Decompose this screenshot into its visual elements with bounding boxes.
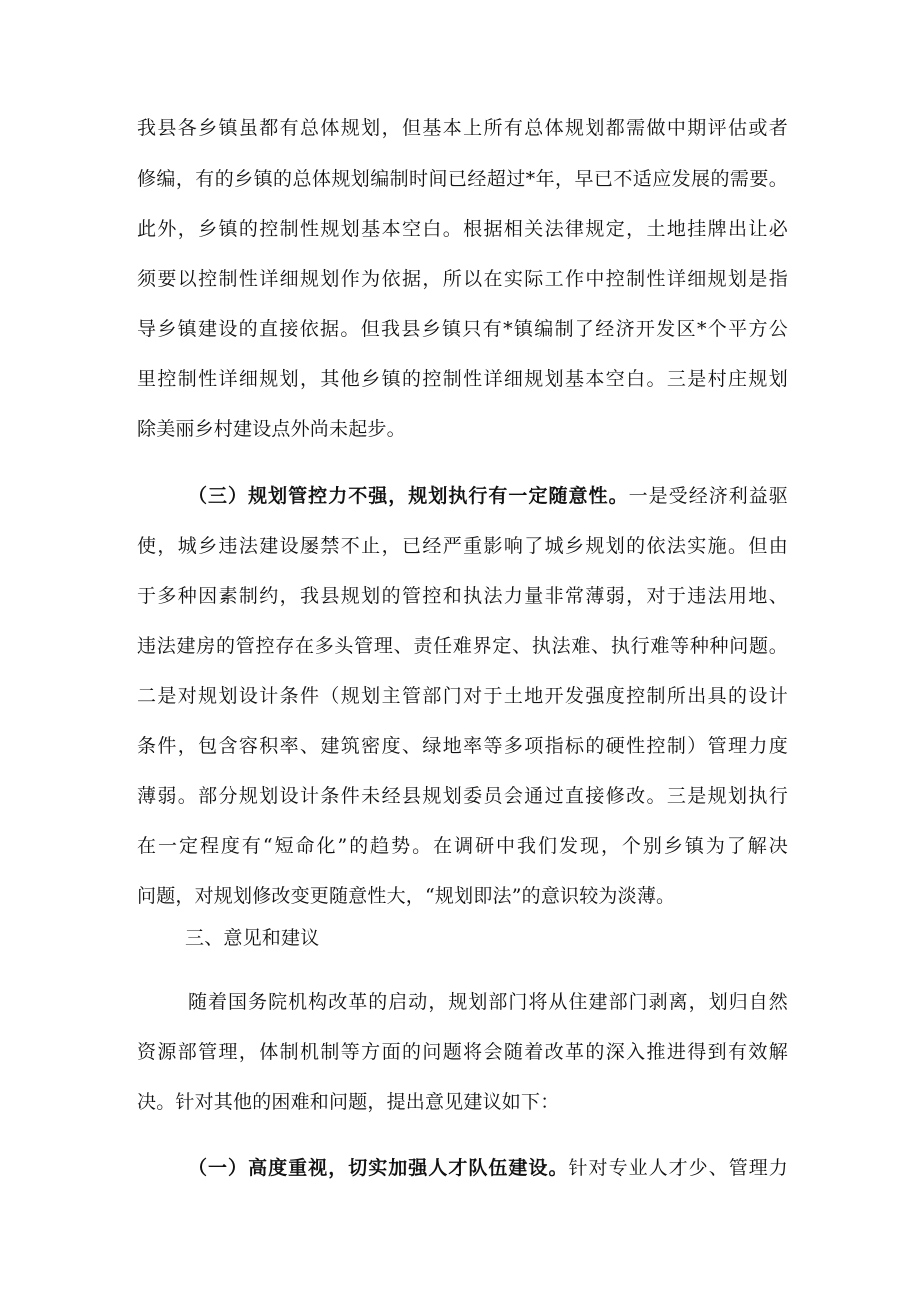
p1-line-7: 除美丽乡村建设点外尚未起步。 bbox=[137, 418, 406, 440]
p1-line-5: 导乡镇建设的直接依据。但我县乡镇只有*镇编制了经济开发区*个平方公 bbox=[137, 318, 788, 340]
p3-line-3: 决。针对其他的困难和问题，提出意见建议如下： bbox=[137, 1091, 560, 1113]
p4-heading-bold: （一）高度重视，切实加强人才队伍建设。 bbox=[188, 1157, 569, 1179]
p2-line-9: 问题，对规划修改变更随意性大，“规划即法”的意识较为淡薄。 bbox=[137, 885, 676, 907]
p2-heading-bold: （三）规划管控力不强，规划执行有一定随意性。 bbox=[188, 485, 629, 507]
p2-line-1 bbox=[188, 481, 788, 511]
p1-line-3: 此外，乡镇的控制性规划基本空白。根据相关法律规定，土地挂牌出让必 bbox=[137, 218, 788, 240]
p1-line-2: 修编，有的乡镇的总体规划编制时间已经超过*年，早已不适应发展的需要。 bbox=[137, 168, 788, 190]
p1-line-6: 里控制性详细规划，其他乡镇的控制性详细规划基本空白。三是村庄规划 bbox=[137, 368, 788, 390]
p2-line-3: 于多种因素制约，我县规划的管控和执法力量非常薄弱，对于违法用地、 bbox=[137, 585, 788, 607]
p2-line-4: 违法建房的管控存在多头管理、责任难界定、执法难、执行难等种种问题。 bbox=[137, 635, 788, 657]
p3-line-1: 随着国务院机构改革的启动，规划部门将从住建部门剥离，划归自然 bbox=[188, 991, 788, 1013]
p2-line-8: 在一定程度有“短命化”的趋势。在调研中我们发现，个别乡镇为了解决 bbox=[137, 835, 788, 857]
p2-line-5: 二是对规划设计条件（规划主管部门对于土地开发强度控制所出具的设计 bbox=[137, 685, 788, 707]
p4-line-1 bbox=[188, 1153, 788, 1183]
p2-line-6: 条件，包含容积率、建筑密度、绿地率等多项指标的硬性控制）管理力度 bbox=[137, 735, 788, 757]
p1-line-4: 须要以控制性详细规划作为依据，所以在实际工作中控制性详细规划是指 bbox=[137, 268, 788, 290]
section-heading: 三、意见和建议 bbox=[185, 927, 320, 949]
p4-first-line-rest: 针对专业人才少、管理力 bbox=[568, 1157, 788, 1179]
p2-first-line-rest: 一是受经济利益驱 bbox=[628, 485, 788, 507]
p3-line-2: 资源部管理，体制机制等方面的问题将会随着改革的深入推进得到有效解 bbox=[137, 1041, 788, 1063]
p2-line-7: 薄弱。部分规划设计条件未经县规划委员会通过直接修改。三是规划执行 bbox=[137, 785, 788, 807]
p2-line-2: 使，城乡违法建设屡禁不止，已经严重影响了城乡规划的依法实施。但由 bbox=[137, 535, 788, 557]
p1-line-1: 我县各乡镇虽都有总体规划，但基本上所有总体规划都需做中期评估或者 bbox=[137, 117, 788, 139]
